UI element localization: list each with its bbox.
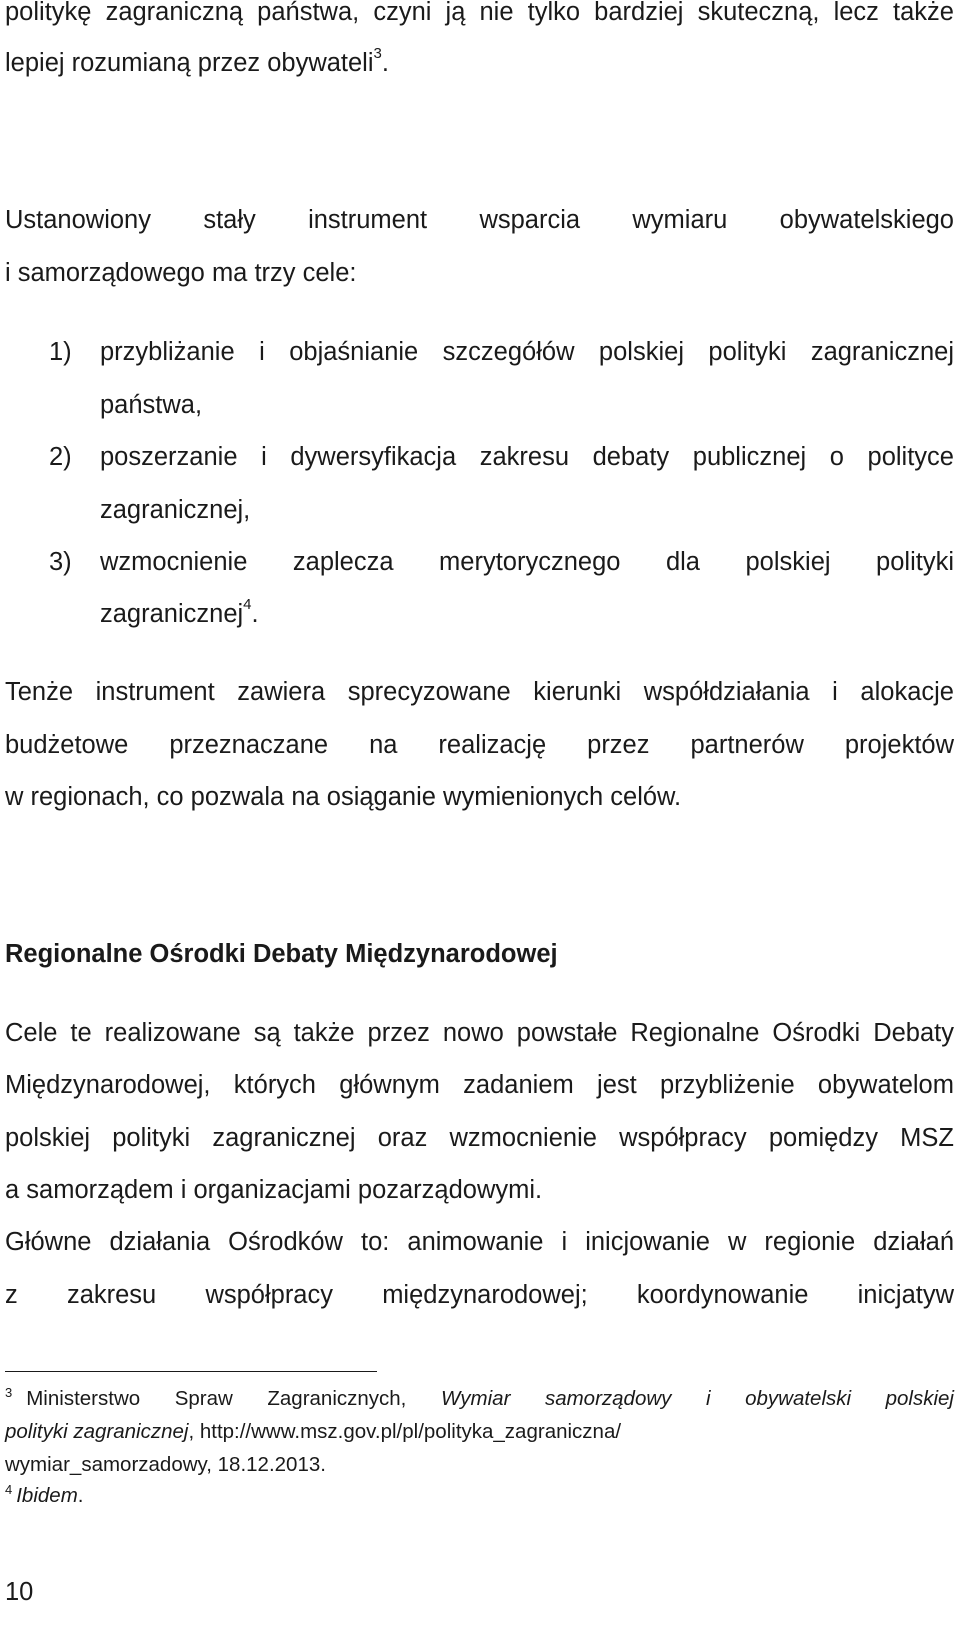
goal-1-line-2: państwa,: [100, 391, 203, 419]
centers-line-4: a samorządem i organizacjami pozarządowymi.: [5, 1176, 543, 1204]
footnote-ref-4: 4: [243, 596, 252, 613]
footnote-3-title-part-1: Wymiar samorządowy i obywatelski polskiej: [440, 1387, 954, 1410]
footnote-3-url: , http://www.msz.gov.pl/pl/polityka_zagraniczna/: [188, 1420, 622, 1443]
footnote-4-end: .: [77, 1484, 84, 1507]
centers-line-3: polskiej polityki zagranicznej oraz wzmocnienie współpracy pomiędzy MSZ: [5, 1124, 954, 1152]
footnote-separator: [5, 1371, 377, 1372]
section-heading: Regionalne Ośrodki Debaty Międzynarodowej: [5, 940, 558, 968]
intro-line-2-end: .: [381, 49, 389, 77]
intro-line-1: politykę zagraniczną państwa, czyni ją nie tylko bardziej skuteczną, lecz także: [5, 0, 954, 26]
goal-3-line-1: wzmocnienie zaplecza merytorycznego dla polskiej polityki: [100, 548, 954, 576]
centers-line-1: Cele te realizowane są także przez nowo powstałe Regionalne Ośrodki Debaty: [5, 1019, 954, 1047]
goal-2-line-1: poszerzanie i dywersyfikacja zakresu debaty publicznej o polityce: [100, 443, 954, 471]
footnote-3-author: Ministerstwo Spraw Zagranicznych,: [26, 1387, 441, 1410]
goal-1-number: 1): [49, 338, 72, 366]
footnote-3-line-2: [5, 1419, 954, 1445]
goal-3-line-2: [100, 598, 954, 634]
page-number: 10: [5, 1578, 34, 1606]
activities-line-2: z zakresu współpracy międzynarodowej; koordynowanie inicjatyw: [5, 1281, 954, 1309]
goal-3-number: 3): [49, 548, 72, 576]
centers-line-2: Międzynarodowej, których głównym zadaniem jest przybliżenie obywatelom: [5, 1071, 954, 1099]
allocation-line-2: budżetowe przeznaczane na realizację przez partnerów projektów: [5, 731, 954, 759]
footnote-ref-3: 3: [373, 45, 382, 62]
footnote-3-title-part-2: polityki zagranicznej: [5, 1420, 189, 1443]
goal-3-line-2-text: zagranicznej: [100, 600, 244, 628]
instrument-line-2: i samorządowego ma trzy cele:: [5, 259, 357, 287]
goal-2-number: 2): [49, 443, 72, 471]
allocation-line-3: w regionach, co pozwala na osiąganie wymienionych celów.: [5, 783, 682, 811]
footnote-3-line-1: [5, 1386, 954, 1414]
allocation-line-1: Tenże instrument zawiera sprecyzowane kierunki współdziałania i alokacje: [5, 678, 954, 706]
activities-line-1: Główne działania Ośrodków to: animowanie i inicjowanie w regionie działań: [5, 1228, 954, 1256]
footnote-4: [5, 1483, 954, 1511]
goal-1-line-1: przybliżanie i objaśnianie szczegółów polskiej polityki zagranicznej: [100, 338, 954, 366]
footnote-3-line-3: wymiar_samorzadowy, 18.12.2013.: [5, 1453, 326, 1476]
footnote-4-ibidem: Ibidem: [16, 1484, 78, 1507]
footnote-4-number: 4: [5, 1482, 13, 1497]
intro-line-2-text: lepiej rozumianą przez obywateli: [5, 49, 374, 77]
intro-line-2: [5, 47, 954, 83]
goal-3-line-2-end: .: [251, 600, 259, 628]
goal-2-line-2: zagranicznej,: [100, 496, 251, 524]
footnote-3-number: 3: [5, 1385, 13, 1400]
instrument-line-1: Ustanowiony stały instrument wsparcia wymiaru obywatelskiego: [5, 206, 954, 234]
